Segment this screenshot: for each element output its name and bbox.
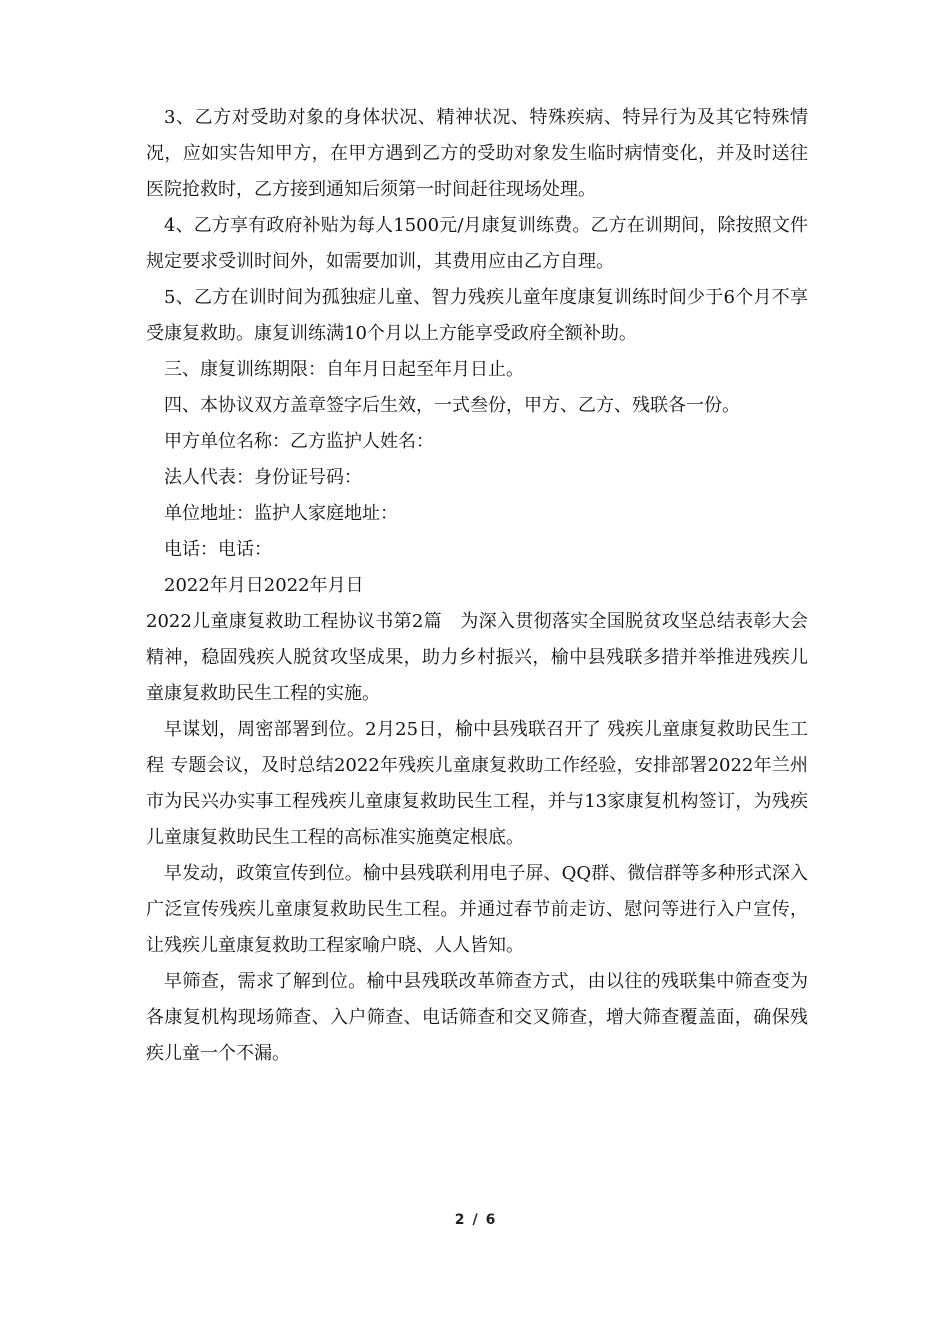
signature-legal-rep: 法人代表：身份证号码：: [164, 467, 362, 488]
paragraph-clause-3: 3、乙方对受助对象的身体状况、精神状况、特殊疾病、特异行为及其它特殊情况，应如实告知甲方，在甲方遇到乙方的受助对象发生临时病情变化，并及时送往医院抢救时，乙方接到通知后须第一时间赶往现场处理。: [146, 107, 808, 200]
paragraph-clause-4: 4、乙方享有政府补贴为每人1500元/月康复训练费。乙方在训期间，除按照文件规定要求受训时间外，如需要加训，其费用应由乙方自理。: [146, 215, 808, 272]
paragraph-early-mobilization: 早发动，政策宣传到位。榆中县残联利用电子屏、QQ群、微信群等多种形式深入广泛宣传残疾儿童康复救助民生工程。并通过春节前走访、慰问等进行入户宣传，让残疾儿童康复救助工程家喻户晓、人人皆知。: [146, 863, 808, 956]
document-body: [146, 100, 808, 1072]
current-page-number: 2: [454, 1212, 465, 1228]
signature-phone: 电话：电话：: [164, 539, 272, 560]
signature-date: 2022年月日2022年月日: [164, 575, 364, 596]
article-2-intro: 2022儿童康复救助工程协议书第2篇 为深入贯彻落实全国脱贫攻坚总结表彰大会精神，稳固残疾人脱贫攻坚成果，助力乡村振兴，榆中县残联多措并举推进残疾儿童康复救助民生工程的实施。: [146, 611, 808, 704]
paragraph-training-period: 三、康复训练期限：自年月日起至年月日止。: [164, 359, 524, 380]
page-separator: /: [472, 1212, 478, 1228]
paragraph-early-planning: 早谋划，周密部署到位。2月25日，榆中县残联召开了 残疾儿童康复救助民生工程 专题会议，及时总结2022年残疾儿童康复救助工作经验，安排部署2022年兰州市为民兴办实事工程残疾儿童康复救助民生工程，并与13家康复机构签订，为残疾儿童康复救助民生工程的高标准实施奠定根底。: [146, 719, 808, 848]
total-page-count: 6: [485, 1212, 496, 1228]
paragraph-effectiveness: 四、本协议双方盖章签字后生效，一式叁份，甲方、乙方、残联各一份。: [164, 395, 740, 416]
signature-unit-name: 甲方单位名称：乙方监护人姓名：: [164, 431, 434, 452]
paragraph-early-screening: 早筛查，需求了解到位。榆中县残联改革筛查方式，由以往的残联集中筛查变为各康复机构现场筛查、入户筛查、电话筛查和交叉筛查，增大筛查覆盖面，确保残疾儿童一个不漏。: [146, 971, 808, 1064]
page-number-footer: [0, 1212, 950, 1228]
paragraph-clause-5: 5、乙方在训时间为孤独症儿童、智力残疾儿童年度康复训练时间少于6个月不享受康复救助。康复训练满10个月以上方能享受政府全额补助。: [146, 287, 808, 344]
signature-address: 单位地址：监护人家庭地址：: [164, 503, 398, 524]
